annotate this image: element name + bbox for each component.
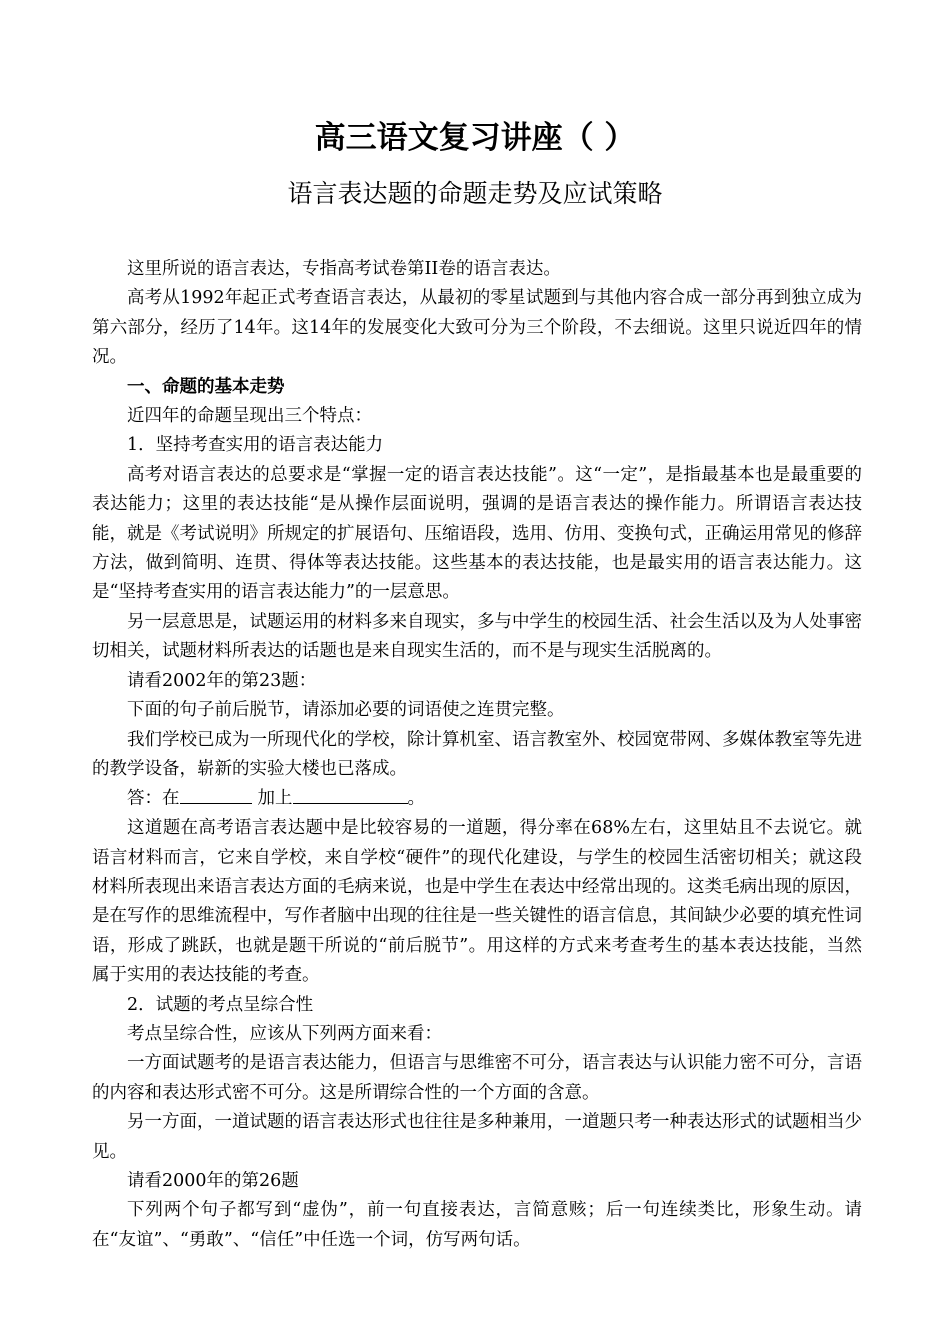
answer-middle: 加上 [257, 788, 293, 809]
answer-blank-1 [180, 784, 252, 803]
subsection-heading: 2．试题的考点呈综合性 [127, 994, 314, 1015]
answer-label: 答：在 [127, 788, 180, 809]
paragraph: 一方面试题考的是语言表达能力，但语言与思维密不可分，语言表达与认识能力密不可分，言语的内容和表达形式密不可分。这是所谓综合性的一个方面的含意。 [92, 1053, 862, 1103]
paragraph: 高考从1992年起正式考查语言表达，从最初的零星试题到与其他内容合成一部分再到独立成为第六部分，经历了14年。这14年的发展变化大致可分为三个阶段，不去细说。这里只说近四年的情况。 [92, 288, 862, 368]
subsection-heading: 1．坚持考查实用的语言表达能力 [127, 435, 384, 456]
answer-line [92, 784, 862, 814]
paragraph: 请看2002年的第23题： [127, 670, 317, 691]
paragraph: 这道题在高考语言表达题中是比较容易的一道题，得分率在68%左右，这里姑且不去说它。就语言材料而言，它来自学校，来自学校“硬件”的现代化建设，与学生的校园生活密切相关；就这段材料所表现出来语言表达方面的毛病来说，也是中学生在表达中经常出现的。这类毛病出现的原因，是在写作的思维流程中，写作者脑中出现的往往是一些关键性的语言信息，其间缺少必要的填充性词语，形成了跳跃，也就是题干所说的“前后脱节”。用这样的方式来考查考生的基本表达技能，当然属于实用的表达技能的考查。 [92, 818, 862, 986]
paragraph: 考点呈综合性，应该从下列两方面来看： [127, 1023, 442, 1044]
paragraph: 近四年的命题呈现出三个特点： [127, 406, 372, 427]
paragraph: 这里所说的语言表达，专指高考试卷第II卷的语言表达。 [127, 259, 561, 279]
answer-end: 。 [407, 788, 425, 809]
page-subtitle: 语言表达题的命题走势及应试策略 [287, 179, 663, 208]
paragraph: 另一层意思是，试题运用的材料多来自现实，多与中学生的校园生活、社会生活以及为人处事密切相关，试题材料所表达的话题也是来自现实生活的，而不是与现实生活脱离的。 [92, 611, 862, 662]
paragraph: 下列两个句子都写到“虚伪”，前一句直接表达，言简意赅；后一句连续类比，形象生动。请在“友谊”、“勇敢”、“信任”中任选一个词，仿写两句话。 [92, 1200, 862, 1250]
document-body [92, 255, 862, 1255]
paragraph: 请看2000年的第26题 [127, 1170, 299, 1191]
section-heading: 一、命题的基本走势 [127, 376, 285, 397]
paragraph: 高考对语言表达的总要求是“掌握一定的语言表达技能”。这“一定”，是指最基本也是最重要的表达能力；这里的表达技能“是从操作层面说明，强调的是语言表达的操作能力。所谓语言表达技能，就是《考试说明》所规定的扩展语句、压缩语段，选用、仿用、变换句式，正确运用常见的修辞方法，做到简明、连贯、得体等表达技能。这些基本的表达技能，也是最实用的语言表达能力。这是“坚持考查实用的语言表达能力”的一层意思。 [92, 464, 862, 603]
paragraph: 下面的句子前后脱节，请添加必要的词语使之连贯完整。 [127, 700, 565, 721]
page-title: 高三语文复习讲座（ ） [314, 120, 636, 156]
paragraph: 我们学校已成为一所现代化的学校，除计算机室、语言教室外、校园宽带网、多媒体教室等先进的教学设备，崭新的实验大楼也已落成。 [92, 729, 862, 779]
paragraph: 另一方面，一道试题的语言表达形式也往往是多种兼用，一道题只考一种表达形式的试题相当少见。 [92, 1112, 862, 1162]
answer-blank-2 [293, 784, 408, 803]
